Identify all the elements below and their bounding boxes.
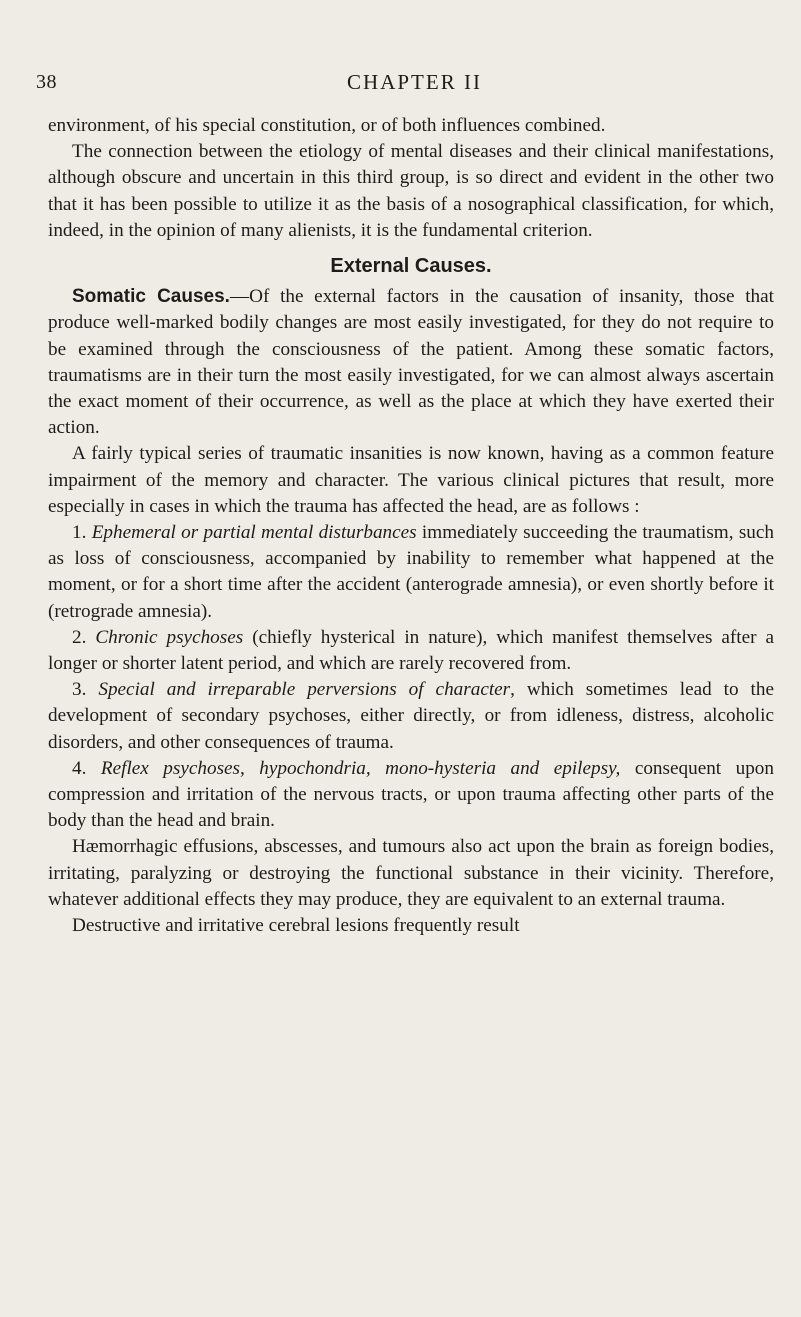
item-text: (chiefly hysterical in nature), which manifest themselves after a longer or shorter latent period, and which are rarely recovered from. [48, 626, 775, 675]
item-text: consequent upon compression and irritation of the nervous tracts, or upon trauma affecting other parts of the body than the head and brain. [48, 757, 774, 832]
paragraph-text: —Of the external factors in the causation of insanity, those that produce well-marked bodily changes are most easily investigated, for they do not require to be examined through the consciousness of the patient. Among these somatic factors, traumatisms are in their turn the most easily investigated, for we can almost always ascertain the exact moment of their occurrence, as well as the place at which they have exerted their action. [48, 286, 774, 439]
page-body [48, 113, 774, 939]
paragraph-destructive: Destructive and irritative cerebral lesions frequently result [72, 915, 520, 937]
page-number: 38 [36, 71, 57, 93]
item-text: , which sometimes lead to the development of secondary psychoses, either directly, or from idleness, distress, alcoholic disorders, and other consequences of trauma. [48, 679, 774, 753]
item-number: 1. [72, 522, 87, 544]
item-title: Ephemeral or partial mental disturbances [91, 522, 417, 544]
list-item [48, 756, 774, 835]
item-title: Special and irreparable perversions of character [98, 679, 511, 701]
item-number: 3. [72, 679, 87, 701]
list-item [48, 520, 774, 625]
item-text: immediately succeeding the traumatism, such as loss of consciousness, accompanied by inability to remember what happened at the moment, or for a short time after the accident (anterograde amnesia), or even shortly before it (retrograde amnesia). [48, 522, 774, 622]
item-title: Chronic psychoses [95, 626, 244, 648]
paragraph-continuation: environment, of his special constitution, or of both influences combined. [48, 115, 606, 136]
paragraph-traumatic-series: A fairly typical series of traumatic insanities is now known, having as a common feature impairment of the memory and character. The various clinical pictures that result, more especially in cases in which the trauma has affected the head, are as follows : [48, 443, 774, 517]
paragraph-somatic-causes [48, 284, 774, 441]
list-item [48, 625, 774, 677]
paragraph-haemorrhagic: Hæmorrhagic effusions, abscesses, and tumours also act upon the brain as foreign bodies, irritating, paralyzing or destroying the functional substance in their vicinity. Therefore, whatever additional effects they may produce, they are equivalent to an external trauma. [48, 836, 774, 910]
item-number: 4. [72, 757, 87, 779]
running-head: CHAPTER II [347, 70, 482, 94]
section-heading: External Causes. [330, 255, 492, 278]
paragraph-connection: The connection between the etiology of mental diseases and their clinical manifestations, although obscure and uncertain in this third group, is so direct and evident in the other two that it has been possible to utilize it as the basis of a nosographical classification, for which, indeed, in the opinion of many alienists, it is the fundamental criterion. [48, 141, 774, 241]
runin-heading: Somatic Causes. [72, 286, 230, 308]
item-title: Reflex psychoses, hypochondria, mono-hysteria and epilepsy, [100, 757, 621, 779]
list-item [48, 677, 774, 756]
item-number: 2. [72, 626, 87, 648]
